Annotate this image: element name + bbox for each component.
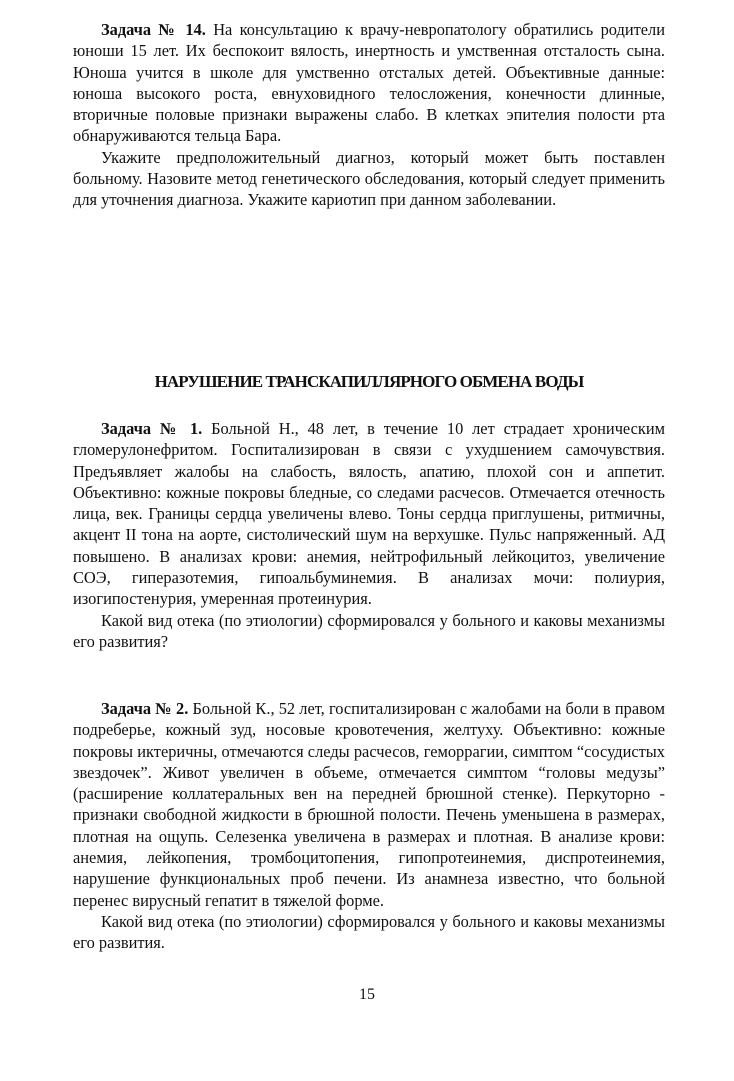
task-2-body: Больной К., 52 лет, госпитализирован с жалобами на боли в правом подреберье, кожный зуд, носовые кровотечения, желтуху. Объективно: кожные покровы иктеричны, отмечаются следы расчесов, геморрагии, симптом “сосудистых звездочек”. Живот увеличен в объеме, отмечается симптом “головы медузы” (расширение коллатеральных вен на передней брюшной стенке). Перкуторно - признаки свободной жидкости в брюшной полости. Печень уменьшена в размерах, плотная на ощупь. Селезенка увеличена в размерах и плотная. В анализе крови: анемия, лейкопения, тромбоцитопения, гипопротеинемия, диспротеинемия, нарушение функциональных проб печени. Из анамнеза известно, что больной перенес вирусный гепатит в тяжелой форме.: [73, 699, 665, 910]
task-2-label: Задача № 2.: [101, 699, 189, 718]
task-14-label: Задача № 14.: [101, 20, 206, 39]
task-2-question: Какой вид отека (по этиологии) сформировался у больного и каковы механизмы его развития.: [73, 911, 665, 953]
task-14-body: На консультацию к врачу-невропатологу обратились родители юноши 15 лет. Их беспокоит вялость, инертность и умственная отсталость сына. Юноша учится в школе для умственно отсталых детей. Объективные данные: юноша высокого роста, евнуховидного телосложения, конечности длинные, вторичные половые признаки выражены слабо. В клетках эпителия полости рта обнаруживаются тельца Бара.: [73, 20, 665, 146]
task-1-label: Задача № 1.: [101, 419, 203, 438]
task-2: [73, 698, 665, 954]
task-14-paragraph: [73, 19, 665, 147]
page-number: 15: [359, 986, 375, 1003]
section-title: НАРУШЕНИЕ ТРАНСКАПИЛЛЯРНОГО ОБМЕНА ВОДЫ: [154, 372, 584, 391]
task-14: [73, 19, 665, 211]
task-1-body: Больной Н., 48 лет, в течение 10 лет страдает хроническим гломерулонефритом. Госпитализирован в связи с ухудшением самочувствия. Предъявляет жалобы на слабость, вялость, апатию, плохой сон и аппетит. Объективно: кожные покровы бледные, со следами расчесов. Отмечается отечность лица, век. Границы сердца увеличены влево. Тоны сердца приглушены, ритмичны, акцент II тона на аорте, систолический шум на верхушке. Пульс напряженный. АД повышено. В анализах крови: анемия, нейтрофильный лейкоцитоз, увеличение СОЭ, гиперазотемия, гипоальбуминемия. В анализах мочи: полиурия, изогипостенурия, умеренная протеинурия.: [73, 419, 666, 609]
task-2-paragraph: [73, 698, 665, 911]
task-1: [73, 418, 665, 652]
task-1-question: Какой вид отека (по этиологии) сформировался у больного и каковы механизмы его развития?: [73, 610, 665, 651]
task-1-paragraph: [73, 418, 665, 610]
task-14-question: Укажите предположительный диагноз, который может быть поставлен больному. Назовите метод генетического обследования, который следует применить для уточнения диагноза. Укажите кариотип при данном заболевании.: [73, 147, 665, 210]
